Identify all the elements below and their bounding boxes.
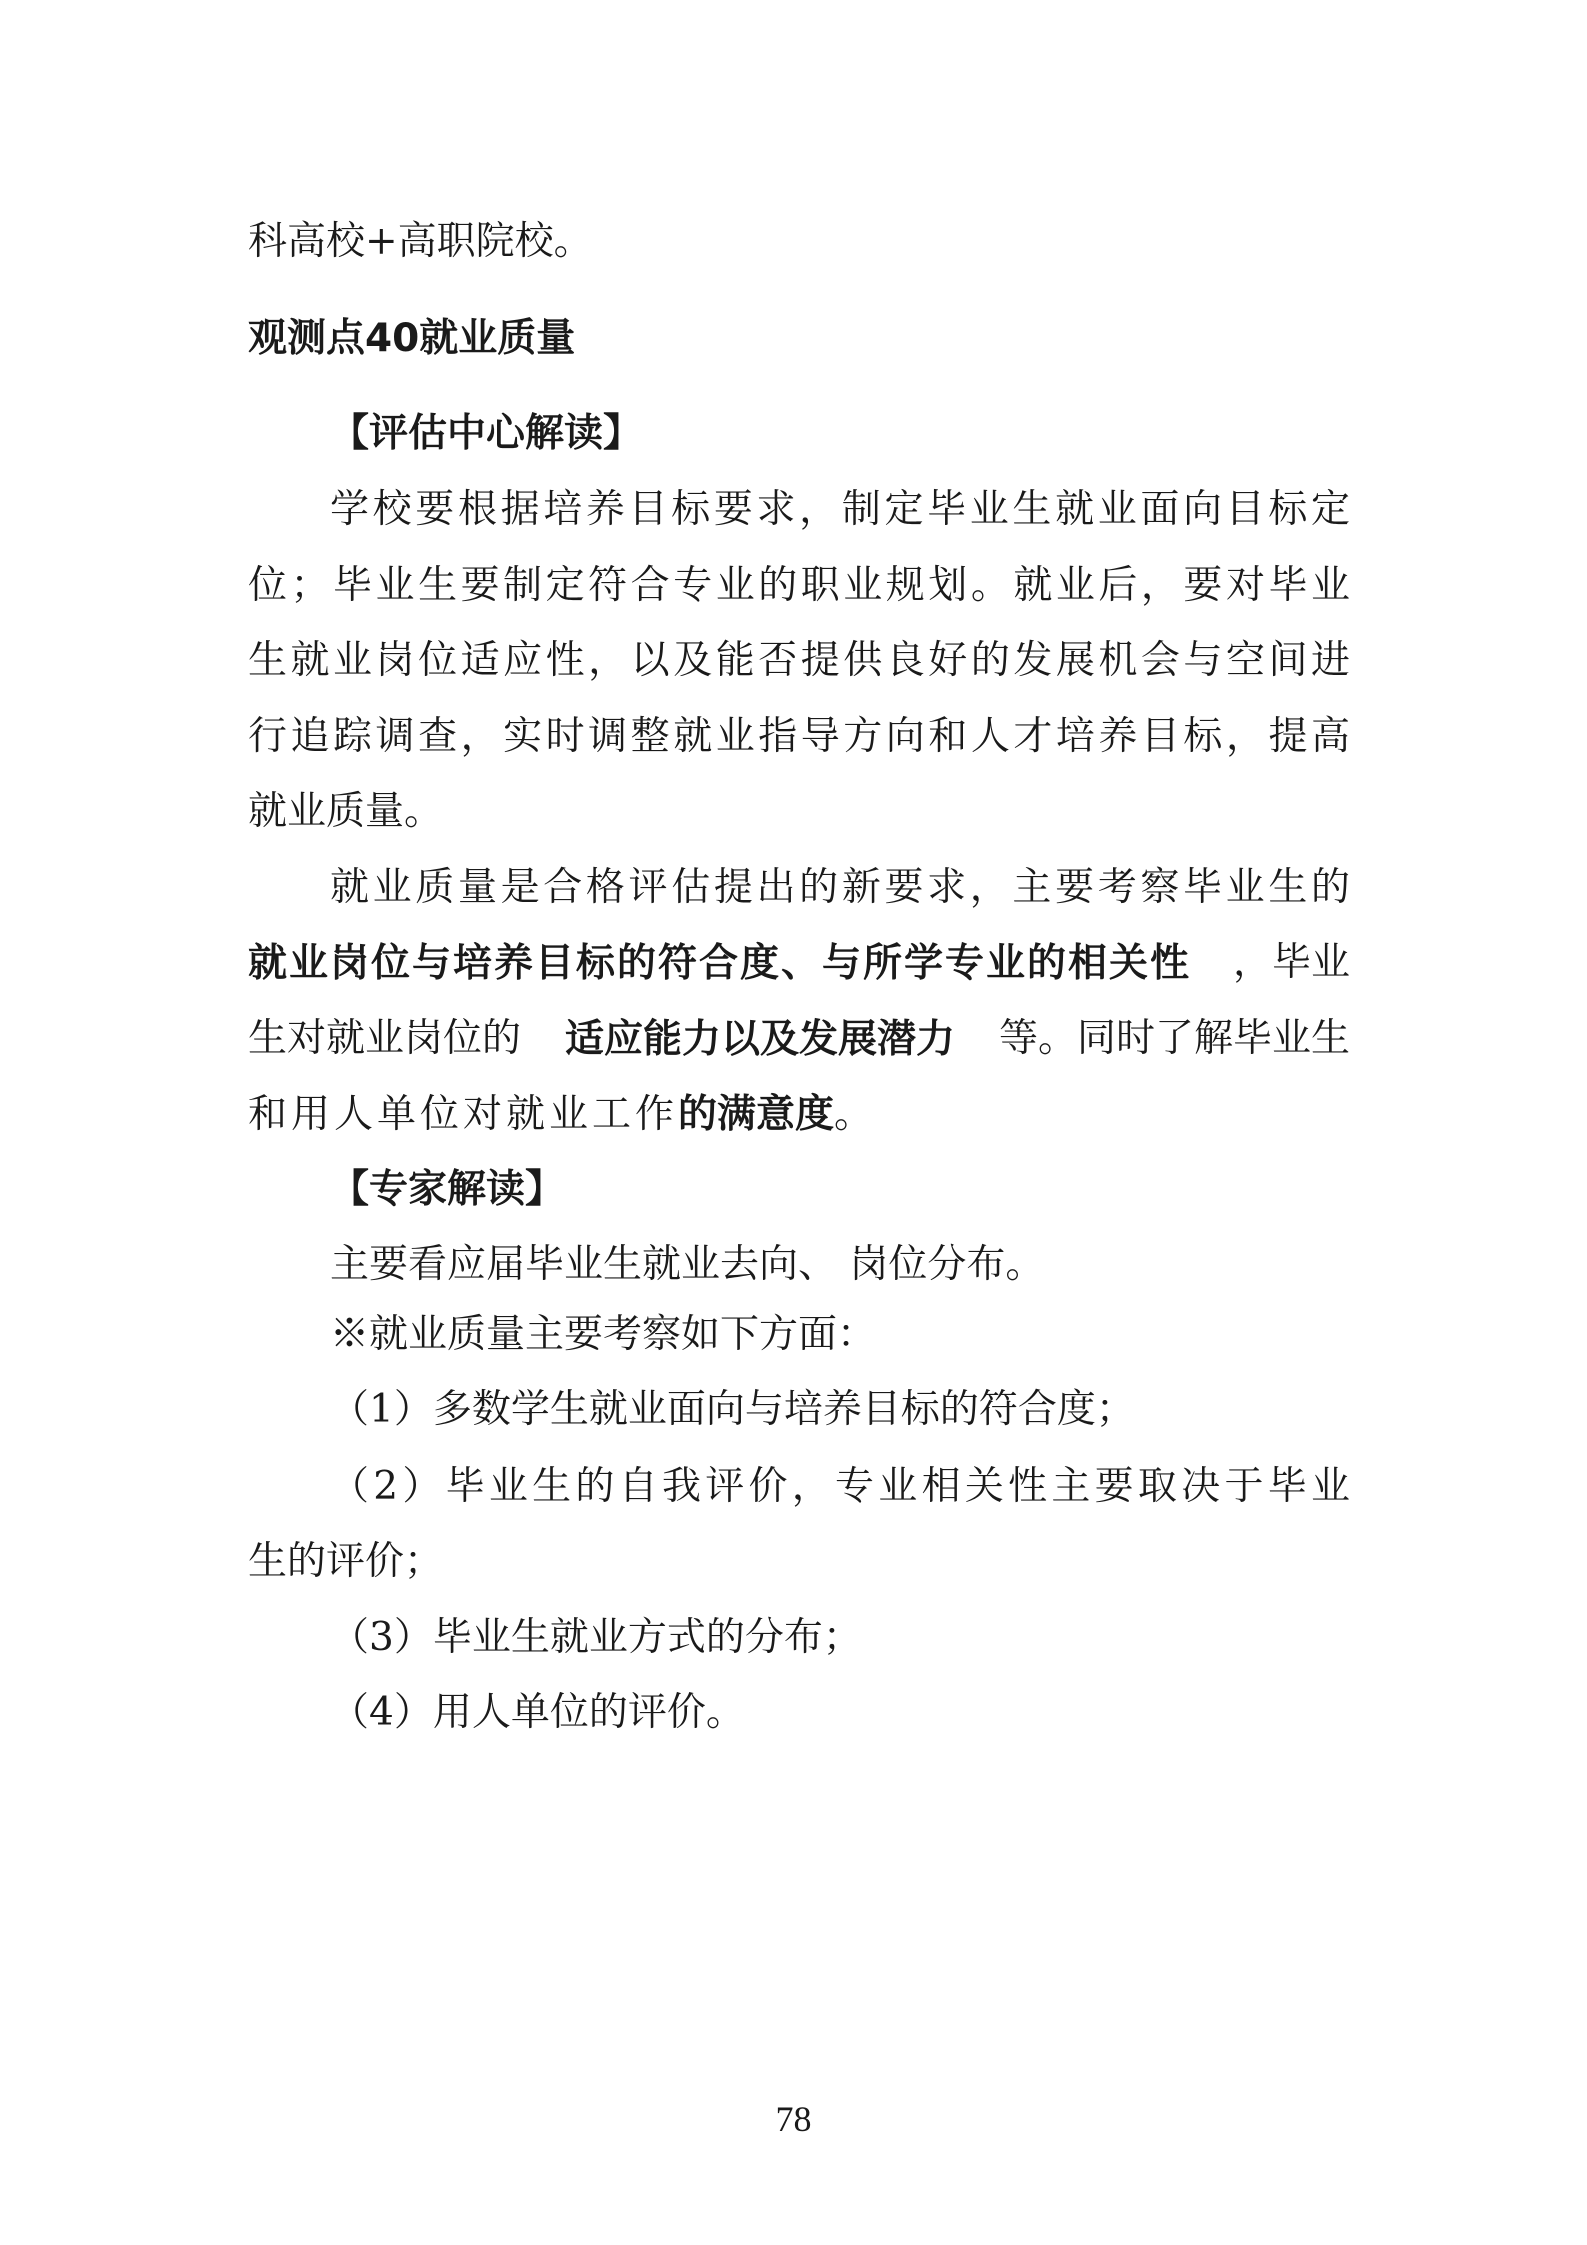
list-item: （3）毕业生就业方式的分布； [330,1615,862,1660]
list-item: （2）毕业生的自我评价，专业相关性主要取决于毕业 [330,1464,1350,1509]
paragraph-line [248,939,1350,987]
emphasis-text: 的满意度 [678,1091,835,1137]
page-number: 78 [775,2099,812,2139]
list-item: （1）多数学生就业面向与培养目标的符合度； [330,1387,1135,1432]
paragraph-line: 主要看应届毕业生就业去向、 岗位分布。 [330,1242,1045,1287]
paragraph-line: 就业质量。 [248,789,444,834]
paragraph-line [248,1015,1350,1063]
paragraph-line [248,1090,873,1139]
plain-text: 生对就业岗位的 [248,1016,522,1061]
paragraph-line: 就业质量是合格评估提出的新要求，主要考察毕业生的 [330,865,1350,910]
emphasis-text: 适应能力以及发展潜力 [564,1016,955,1062]
paragraph-line: 位；毕业生要制定符合专业的职业规划。就业后，要对毕业 [248,563,1350,608]
paragraph-line: 行追踪调查，实时调整就业指导方向和人才培养目标，提高 [248,714,1350,759]
paragraph-line: 学校要根据培养目标要求，制定毕业生就业面向目标定 [330,487,1350,532]
plain-text: ，毕业 [1232,940,1350,985]
subsection-heading-center: 【评估中心解读】 [330,411,643,456]
paragraph-line: 生就业岗位适应性，以及能否提供良好的发展机会与空间进 [248,638,1350,683]
list-item-continued: 生的评价； [248,1539,444,1584]
plain-text: 和用人单位对就业工作 [248,1092,679,1137]
paragraph-line: ※就业质量主要考察如下方面： [330,1312,877,1357]
emphasis-text: 就业岗位与培养目标的符合度、与所学专业的相关性 [248,940,1192,986]
section-heading: 观测点40就业质量 [248,316,576,361]
plain-text: 。 [834,1092,874,1137]
plain-text: 等。同时了解毕业生 [998,1016,1350,1061]
continued-line: 科高校+高职院校。 [248,219,593,264]
list-item: （4）用人单位的评价。 [330,1690,745,1735]
subsection-heading-expert: 【专家解读】 [330,1167,565,1212]
